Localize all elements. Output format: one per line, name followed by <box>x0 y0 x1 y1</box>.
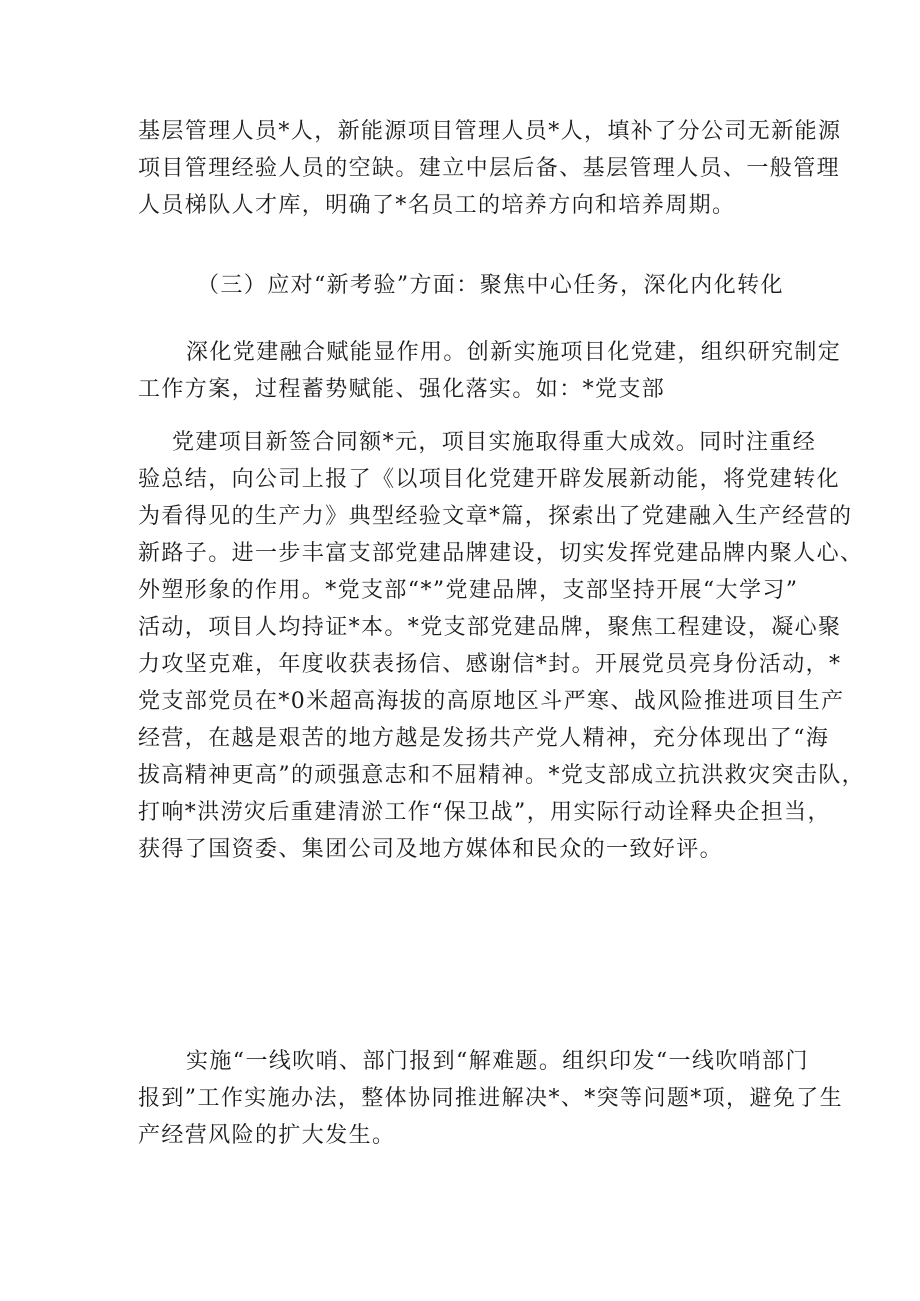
paragraph-3-line-10: 拔高精神更高”的顽强意志和不屈精神。*党支部成立抗洪救灾突击队， <box>138 763 866 788</box>
paragraph-3-line-2: 验总结，向公司上报了《以项目化党建开辟发展新动能，将党建转化 <box>138 467 841 492</box>
paragraph-2-line-1: 深化党建融合赋能显作用。创新实施项目化党建，组织研究制定 <box>186 340 842 365</box>
paragraph-4-line-2: 报到”工作实施办法，整体协同推进解决*、*突等问题*项，避免了生 <box>138 1086 844 1111</box>
paragraph-3-line-11: 打响*洪涝灾后重建清淤工作“保卫战”，用实际行动诠释央企担当， <box>138 800 831 825</box>
paragraph-3-line-6: 活动，项目人均持证*本。*党支部党建品牌，聚焦工程建设，凝心聚 <box>138 615 842 640</box>
paragraph-1-line-2: 项目管理经验人员的空缺。建立中层后备、基层管理人员、一般管理 <box>138 156 841 181</box>
paragraph-3 <box>138 424 866 868</box>
paragraph-3-line-8: 党支部党员在*0米超高海拔的高原地区斗严寒、战风险推进项目生产 <box>138 689 845 714</box>
paragraph-3-line-1: 党建项目新签合同额*元，项目实施取得重大成效。同时注重经 <box>172 430 817 455</box>
paragraph-1-line-3: 人员梯队人才库，明确了*名员工的培养方向和培养周期。 <box>138 193 736 218</box>
paragraph-2-line-2: 工作方案，过程蓄势赋能、强化落实。如：*党支部 <box>138 377 666 402</box>
paragraph-4-line-1: 实施“一线吹哨、部门报到“解难题。组织印发“一线吹哨部门 <box>186 1049 809 1074</box>
paragraph-3-line-12: 获得了国资委、集团公司及地方媒体和民众的一致好评。 <box>138 837 724 862</box>
paragraph-3-line-9: 经营，在越是艰苦的地方越是发扬共产党人精神，充分体现出了“海 <box>138 726 830 751</box>
paragraph-3-line-4: 新路子。进一步丰富支部党建品牌建设，切实发挥党建品牌内聚人心、 <box>138 541 864 566</box>
paragraph-1 <box>138 113 842 224</box>
paragraph-4 <box>138 1043 844 1154</box>
paragraph-3-line-7: 力攻坚克难，年度收获表扬信、感谢信*封。开展党员亮身份活动，* <box>138 652 842 677</box>
paragraph-3-line-5: 外塑形象的作用。*党支部“*”党建品牌，支部坚持开展“大学习” <box>138 578 799 603</box>
paragraph-2 <box>138 334 842 408</box>
paragraph-4-line-3: 产经营风险的扩大发生。 <box>138 1123 396 1148</box>
section-heading: （三）应对“新考验”方面：聚焦中心任务，深化内化转化 <box>197 273 784 298</box>
paragraph-3-line-3: 为看得见的生产力》典型经验文章*篇，探索出了党建融入生产经营的 <box>138 504 853 529</box>
paragraph-1-line-1: 基层管理人员*人，新能源项目管理人员*人，填补了分公司无新能源 <box>138 119 842 144</box>
